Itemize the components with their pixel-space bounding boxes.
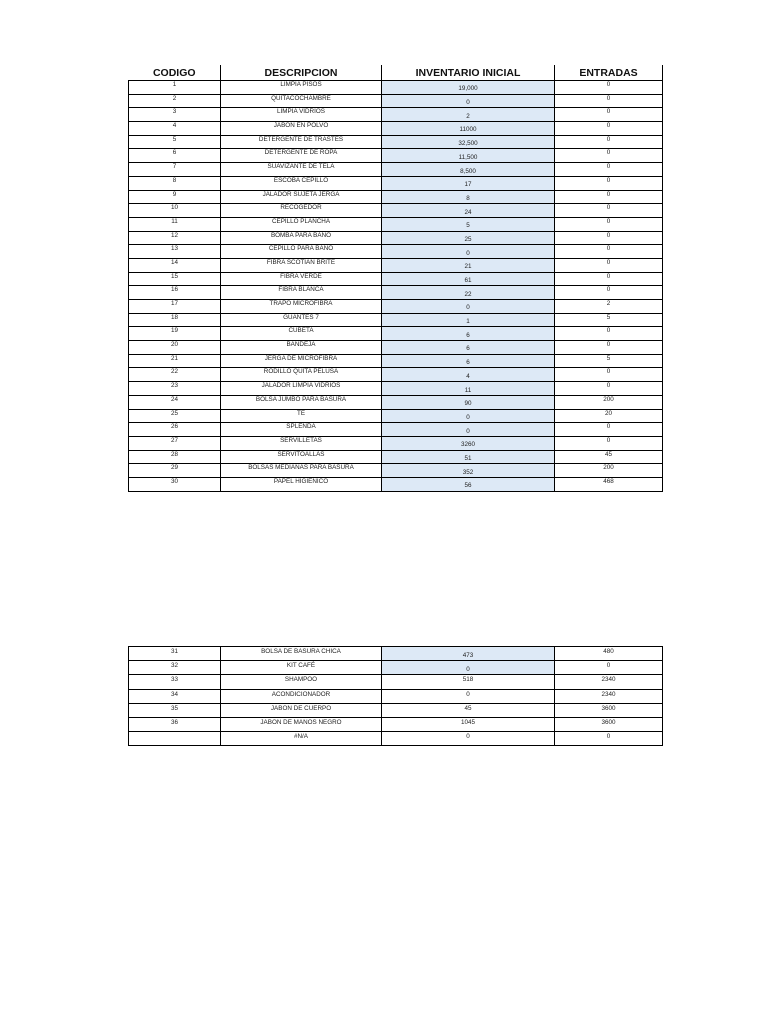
cell-entradas: 2340 — [555, 675, 663, 689]
table-row — [129, 204, 663, 218]
cell-codigo: 20 — [129, 341, 221, 355]
cell-codigo: 12 — [129, 231, 221, 245]
cell-codigo: 11 — [129, 217, 221, 231]
cell-entradas: 2340 — [555, 689, 663, 703]
table-row — [129, 675, 663, 689]
table-row — [129, 313, 663, 327]
cell-inventario-inicial: 19,000 — [382, 81, 555, 95]
table-row — [129, 450, 663, 464]
cell-inventario-inicial: 61 — [382, 272, 555, 286]
cell-codigo: 8 — [129, 176, 221, 190]
cell-descripcion: QUITACOCHAMBRE — [221, 94, 382, 108]
cell-entradas: 0 — [555, 94, 663, 108]
table-row — [129, 135, 663, 149]
cell-inventario-inicial: 0 — [382, 300, 555, 314]
cell-descripcion: RECOGEDOR — [221, 204, 382, 218]
cell-inventario-inicial: 21 — [382, 258, 555, 272]
cell-descripcion: #N/A — [221, 732, 382, 746]
cell-entradas: 0 — [555, 327, 663, 341]
table-row — [129, 464, 663, 478]
cell-descripcion: KIT CAFÉ — [221, 661, 382, 675]
cell-codigo: 14 — [129, 258, 221, 272]
cell-inventario-inicial: 0 — [382, 409, 555, 423]
cell-entradas: 0 — [555, 135, 663, 149]
cell-inventario-inicial: 1045 — [382, 717, 555, 731]
cell-descripcion: BANDEJA — [221, 341, 382, 355]
cell-entradas: 0 — [555, 81, 663, 95]
table-row — [129, 395, 663, 409]
cell-descripcion: JERGA DE MICROFIBRA — [221, 354, 382, 368]
cell-inventario-inicial: 0 — [382, 732, 555, 746]
table-row — [129, 327, 663, 341]
cell-codigo: 29 — [129, 464, 221, 478]
cell-descripcion: ACONDICIONADOR — [221, 689, 382, 703]
cell-entradas: 0 — [555, 108, 663, 122]
cell-descripcion: SERVITOALLAS — [221, 450, 382, 464]
cell-inventario-inicial: 0 — [382, 245, 555, 259]
cell-inventario-inicial: 5 — [382, 217, 555, 231]
cell-inventario-inicial: 11,500 — [382, 149, 555, 163]
cell-inventario-inicial: 8 — [382, 190, 555, 204]
cell-inventario-inicial: 352 — [382, 464, 555, 478]
cell-codigo: 22 — [129, 368, 221, 382]
cell-entradas: 0 — [555, 436, 663, 450]
cell-codigo: 4 — [129, 122, 221, 136]
cell-descripcion: DETERGENTE DE ROPA — [221, 149, 382, 163]
cell-descripcion: JABON DE MANOS NEGRO — [221, 717, 382, 731]
cell-inventario-inicial: 11 — [382, 382, 555, 396]
table-row — [129, 190, 663, 204]
cell-descripcion: SUAVIZANTE DE TELA — [221, 163, 382, 177]
cell-inventario-inicial: 24 — [382, 204, 555, 218]
cell-entradas: 0 — [555, 732, 663, 746]
cell-entradas: 0 — [555, 423, 663, 437]
inventory-table-continued — [128, 646, 663, 746]
table-row — [129, 122, 663, 136]
cell-entradas: 2 — [555, 300, 663, 314]
inventory-table-body — [129, 81, 663, 492]
cell-descripcion: LIMPIA PISOS — [221, 81, 382, 95]
table-row — [129, 661, 663, 675]
cell-inventario-inicial: 0 — [382, 423, 555, 437]
cell-entradas: 0 — [555, 204, 663, 218]
table-row — [129, 176, 663, 190]
cell-descripcion: BOMBA PARA BAÑO — [221, 231, 382, 245]
cell-entradas: 0 — [555, 661, 663, 675]
cell-inventario-inicial: 11000 — [382, 122, 555, 136]
table-row — [129, 732, 663, 746]
table-row — [129, 647, 663, 661]
cell-entradas: 0 — [555, 149, 663, 163]
table-row — [129, 286, 663, 300]
cell-entradas: 45 — [555, 450, 663, 464]
cell-inventario-inicial: 17 — [382, 176, 555, 190]
cell-entradas: 0 — [555, 341, 663, 355]
cell-descripcion: FIBRA BLANCA — [221, 286, 382, 300]
cell-entradas: 3600 — [555, 717, 663, 731]
cell-descripcion: FIBRA VERDE — [221, 272, 382, 286]
table-row — [129, 300, 663, 314]
cell-inventario-inicial: 8,500 — [382, 163, 555, 177]
cell-inventario-inicial: 45 — [382, 703, 555, 717]
cell-inventario-inicial: 473 — [382, 647, 555, 661]
cell-codigo: 3 — [129, 108, 221, 122]
cell-entradas: 0 — [555, 272, 663, 286]
cell-inventario-inicial: 51 — [382, 450, 555, 464]
table-header-row — [129, 65, 663, 81]
cell-descripcion: JALADOR SUJETA JERGA — [221, 190, 382, 204]
table-row — [129, 108, 663, 122]
cell-codigo: 32 — [129, 661, 221, 675]
cell-descripcion: SERVILLETAS — [221, 436, 382, 450]
table-row — [129, 217, 663, 231]
cell-descripcion: JABON EN POLVO — [221, 122, 382, 136]
table-row — [129, 272, 663, 286]
cell-codigo: 34 — [129, 689, 221, 703]
cell-inventario-inicial: 6 — [382, 341, 555, 355]
cell-codigo: 2 — [129, 94, 221, 108]
cell-codigo: 35 — [129, 703, 221, 717]
cell-descripcion: DETERGENTE DE TRASTES — [221, 135, 382, 149]
table-row — [129, 368, 663, 382]
cell-codigo: 9 — [129, 190, 221, 204]
cell-codigo — [129, 732, 221, 746]
cell-codigo: 21 — [129, 354, 221, 368]
cell-descripcion: BOLSAS MEDIANAS PARA BASURA — [221, 464, 382, 478]
table-row — [129, 423, 663, 437]
cell-inventario-inicial: 1 — [382, 313, 555, 327]
cell-codigo: 33 — [129, 675, 221, 689]
header-entradas: ENTRADAS — [555, 65, 663, 81]
cell-codigo: 15 — [129, 272, 221, 286]
cell-descripcion: SPLENDA — [221, 423, 382, 437]
table-row — [129, 149, 663, 163]
cell-entradas: 0 — [555, 382, 663, 396]
cell-codigo: 17 — [129, 300, 221, 314]
cell-entradas: 0 — [555, 368, 663, 382]
cell-codigo: 18 — [129, 313, 221, 327]
cell-descripcion: CEPILLO PARA BAÑO — [221, 245, 382, 259]
inventory-table-continued-body — [129, 647, 663, 746]
cell-descripcion: ESCOBA CEPILLO — [221, 176, 382, 190]
cell-codigo: 13 — [129, 245, 221, 259]
cell-inventario-inicial: 4 — [382, 368, 555, 382]
cell-entradas: 0 — [555, 122, 663, 136]
cell-entradas: 0 — [555, 258, 663, 272]
header-inventario-inicial: INVENTARIO INICIAL — [382, 65, 555, 81]
cell-descripcion: JABON DE CUERPO — [221, 703, 382, 717]
cell-entradas: 0 — [555, 217, 663, 231]
table-row — [129, 689, 663, 703]
cell-codigo: 27 — [129, 436, 221, 450]
table-row — [129, 703, 663, 717]
cell-entradas: 0 — [555, 231, 663, 245]
table-row — [129, 382, 663, 396]
cell-entradas: 200 — [555, 395, 663, 409]
cell-descripcion: RODILLO QUITA PELUSA — [221, 368, 382, 382]
header-descripcion: DESCRIPCION — [221, 65, 382, 81]
table-row — [129, 477, 663, 491]
table-row — [129, 717, 663, 731]
table-row — [129, 341, 663, 355]
cell-descripcion: TRAPO MICROFIBRA — [221, 300, 382, 314]
cell-inventario-inicial: 0 — [382, 661, 555, 675]
cell-codigo: 5 — [129, 135, 221, 149]
cell-codigo: 26 — [129, 423, 221, 437]
cell-codigo: 30 — [129, 477, 221, 491]
cell-entradas: 0 — [555, 163, 663, 177]
cell-descripcion: FIBRA SCOTIAN BRITE — [221, 258, 382, 272]
cell-codigo: 36 — [129, 717, 221, 731]
table-row — [129, 81, 663, 95]
table-row — [129, 94, 663, 108]
cell-entradas: 0 — [555, 286, 663, 300]
table-row — [129, 436, 663, 450]
cell-descripcion: PAPEL HIGIENICO — [221, 477, 382, 491]
cell-entradas: 200 — [555, 464, 663, 478]
cell-descripcion: JALADOR LIMPIA VIDRIOS — [221, 382, 382, 396]
table-row — [129, 245, 663, 259]
cell-descripcion: TE — [221, 409, 382, 423]
cell-codigo: 10 — [129, 204, 221, 218]
cell-entradas: 5 — [555, 354, 663, 368]
table-row — [129, 354, 663, 368]
cell-codigo: 1 — [129, 81, 221, 95]
cell-codigo: 28 — [129, 450, 221, 464]
table-row — [129, 409, 663, 423]
cell-inventario-inicial: 0 — [382, 689, 555, 703]
cell-inventario-inicial: 2 — [382, 108, 555, 122]
cell-entradas: 468 — [555, 477, 663, 491]
cell-descripcion: CUBETA — [221, 327, 382, 341]
cell-codigo: 16 — [129, 286, 221, 300]
cell-entradas: 0 — [555, 176, 663, 190]
cell-inventario-inicial: 90 — [382, 395, 555, 409]
cell-entradas: 5 — [555, 313, 663, 327]
header-codigo: CODIGO — [129, 65, 221, 81]
inventory-table — [128, 65, 663, 492]
cell-inventario-inicial: 32,500 — [382, 135, 555, 149]
cell-entradas: 480 — [555, 647, 663, 661]
cell-inventario-inicial: 518 — [382, 675, 555, 689]
cell-codigo: 24 — [129, 395, 221, 409]
cell-entradas: 20 — [555, 409, 663, 423]
table-row — [129, 231, 663, 245]
cell-inventario-inicial: 0 — [382, 94, 555, 108]
cell-entradas: 0 — [555, 245, 663, 259]
cell-codigo: 7 — [129, 163, 221, 177]
cell-inventario-inicial: 3260 — [382, 436, 555, 450]
cell-entradas: 0 — [555, 190, 663, 204]
table-row — [129, 258, 663, 272]
cell-descripcion: SHAMPOO — [221, 675, 382, 689]
cell-descripcion: BOLSA JUMBO PARA BASURA — [221, 395, 382, 409]
cell-inventario-inicial: 6 — [382, 354, 555, 368]
cell-entradas: 3600 — [555, 703, 663, 717]
cell-codigo: 6 — [129, 149, 221, 163]
cell-inventario-inicial: 25 — [382, 231, 555, 245]
cell-codigo: 19 — [129, 327, 221, 341]
cell-descripcion: CEPILLO PLANCHA — [221, 217, 382, 231]
cell-descripcion: GUANTES 7 — [221, 313, 382, 327]
cell-descripcion: BOLSA DE BASURA CHICA — [221, 647, 382, 661]
cell-codigo: 25 — [129, 409, 221, 423]
table-row — [129, 163, 663, 177]
cell-codigo: 31 — [129, 647, 221, 661]
cell-codigo: 23 — [129, 382, 221, 396]
cell-inventario-inicial: 6 — [382, 327, 555, 341]
cell-descripcion: LIMPIA VIDRIOS — [221, 108, 382, 122]
cell-inventario-inicial: 22 — [382, 286, 555, 300]
cell-inventario-inicial: 56 — [382, 477, 555, 491]
